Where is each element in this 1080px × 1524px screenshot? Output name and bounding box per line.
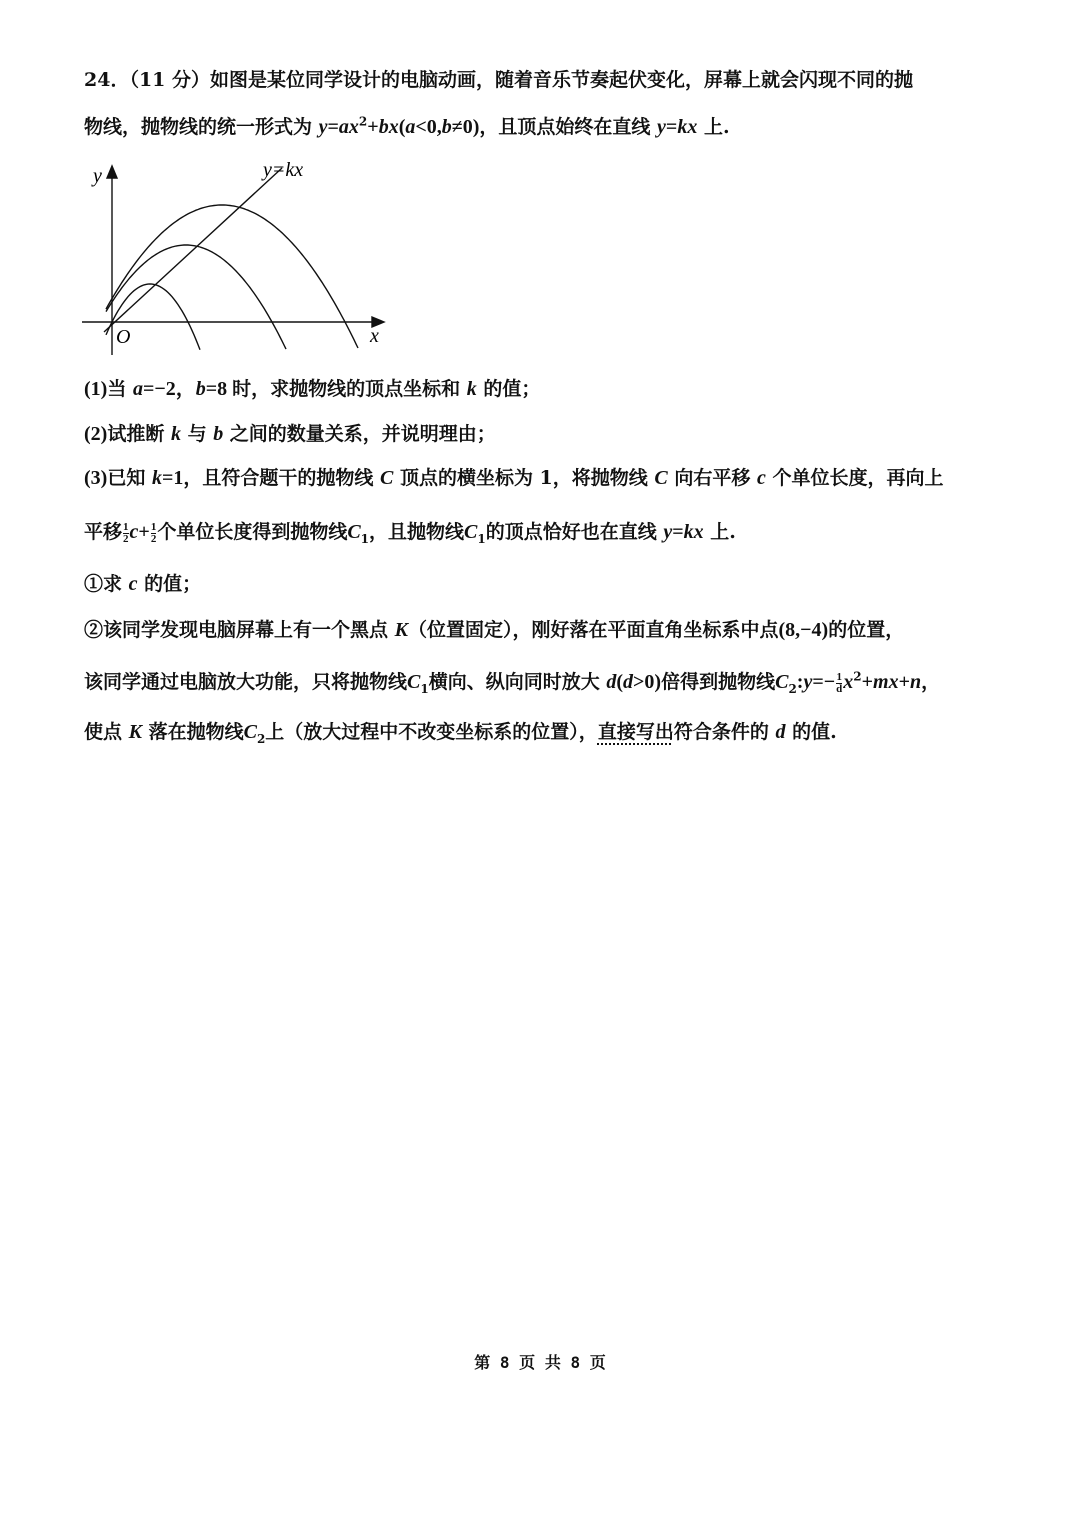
math-variable: a [132, 378, 143, 400]
math-text: ≠0) [451, 116, 480, 138]
math-text: (3) [84, 467, 108, 489]
fraction [123, 522, 129, 545]
text: 顶点的横坐标为 1，将抛物线 [393, 467, 655, 489]
text: 的位置， [828, 619, 905, 641]
text: 上. [703, 521, 736, 543]
text: 的值； [476, 378, 541, 400]
emphasized-text: 直接写出 [597, 721, 674, 743]
text: 平移 [84, 521, 123, 543]
subscript: 2 [788, 681, 797, 696]
math-variable: C [464, 521, 478, 543]
origin-label: O [116, 326, 131, 348]
fraction-part: 1 [836, 670, 842, 683]
text: 已知 [107, 467, 152, 489]
math-variable: C [654, 467, 668, 489]
parabola-2 [106, 245, 286, 349]
math-variable: kx [677, 116, 698, 138]
text: 个单位长度得到抛物线 [157, 521, 348, 543]
math-text: : [796, 671, 804, 693]
text: 时，求抛物线的顶点坐标和 [232, 378, 467, 400]
part-3-sub-2-line-3 [84, 718, 837, 746]
math-variable: b [213, 423, 224, 445]
math-text: + [138, 521, 150, 543]
part-3-sub-2-line-2 [84, 668, 940, 696]
math-variable: K [394, 619, 408, 641]
text: ①求 [84, 573, 129, 595]
text: 落在抛物线 [141, 721, 244, 743]
math-variable: kx [683, 521, 704, 543]
text: 个单位长度，再向上 [765, 467, 944, 489]
math-variable: C [407, 671, 421, 693]
superscript: 2 [358, 114, 368, 129]
part-3-line-2 [84, 518, 736, 546]
fraction-part: 2 [150, 532, 157, 545]
text: 上. [697, 116, 730, 138]
math-variable: b [441, 116, 452, 138]
text: （位置固定），刚好落在平面直角坐标系中点 [407, 619, 779, 641]
math-variable: C [243, 721, 257, 743]
text: 物线，抛物线的统一形式为 [84, 116, 319, 138]
text: ，且顶点始终在直线 [479, 116, 658, 138]
text: 该同学通过电脑放大功能，只将抛物线 [84, 671, 408, 693]
fraction [151, 522, 157, 545]
math-variable: x [843, 671, 854, 693]
part-3-sub-1 [84, 570, 201, 598]
math-text: >0) [633, 671, 662, 693]
text: 试推断 [107, 423, 171, 445]
math-text: <0, [415, 116, 442, 138]
math-text: + [898, 671, 911, 693]
line-y-kx [104, 168, 282, 332]
math-text: (2) [84, 423, 108, 445]
text: ，且抛物线 [369, 521, 465, 543]
fraction-part: d [836, 682, 843, 695]
part-1 [84, 375, 540, 403]
math-variable: bx [378, 116, 399, 138]
text: 的顶点恰好也在直线 [485, 521, 664, 543]
subscript: 1 [360, 531, 370, 546]
math-variable: k [466, 378, 477, 400]
y-axis-label: y [93, 165, 102, 187]
math-text: + [861, 671, 874, 693]
math-variable: k [170, 423, 181, 445]
text: 的值； [137, 573, 202, 595]
text: 当 [107, 378, 133, 400]
math-text: = [672, 521, 684, 543]
subscript: 1 [420, 681, 429, 696]
parabola-figure [0, 0, 420, 370]
math-variable: ax [338, 116, 359, 138]
math-text: ( [616, 671, 624, 693]
math-text: =− [812, 671, 836, 693]
text: 横向、纵向同时放大 [428, 671, 607, 693]
math-variable: y [657, 116, 666, 138]
math-variable: d [775, 721, 786, 743]
part-2 [84, 420, 496, 448]
question-line-intro-1 [84, 66, 913, 94]
text: 使点 [84, 721, 129, 743]
math-text: =8 [205, 378, 233, 400]
subscript: 1 [477, 531, 486, 546]
superscript: 2 [853, 669, 862, 684]
part-3-line-1 [84, 464, 944, 492]
page-footer: 第 8 页 共 8 页 [474, 1353, 606, 1372]
math-variable: C [379, 467, 394, 489]
math-variable: k [151, 467, 162, 489]
math-variable: d [623, 671, 634, 693]
text: 24．（11 分）如图是某位同学设计的电脑动画，随着音乐节奏起伏变化，屏幕上就会闪现不同的抛 [84, 69, 913, 91]
math-text: ( [398, 116, 406, 138]
text: ②该同学发现电脑屏幕上有一个黑点 [84, 619, 395, 641]
y-axis-arrow-icon [107, 166, 117, 178]
math-variable: c [128, 573, 138, 595]
math-variable: C [775, 671, 789, 693]
text: 符合条件的 [673, 721, 776, 743]
math-text: (8,−4) [778, 619, 829, 641]
text: 与 [180, 423, 214, 445]
math-text: + [367, 116, 379, 138]
math-variable: y [318, 116, 328, 138]
part-3-sub-2-line-1 [84, 616, 904, 644]
math-variable: c [129, 521, 139, 543]
math-variable: b [195, 378, 206, 400]
text: 上（放大过程中不改变坐标系的位置）， [265, 721, 598, 743]
line-label: y=kx [263, 159, 304, 181]
fraction [836, 672, 842, 695]
text: 倍得到抛物线 [661, 671, 776, 693]
text: 向右平移 [667, 467, 757, 489]
math-variable: y [803, 671, 813, 693]
math-text: (1) [84, 378, 108, 400]
text: 的值. [785, 721, 837, 743]
math-text: = [665, 116, 678, 138]
math-text: =1 [161, 467, 184, 489]
text: ，且符合题干的抛物线 [183, 467, 380, 489]
text: ， [921, 671, 941, 693]
subscript: 2 [256, 731, 266, 746]
text: 之间的数量关系，并说明理由； [223, 423, 496, 445]
fraction-part: 2 [123, 532, 129, 545]
math-variable: C [347, 521, 361, 543]
math-variable: y [663, 521, 673, 543]
math-variable: mx [873, 671, 899, 693]
math-variable: d [606, 671, 617, 693]
math-variable: c [756, 467, 766, 489]
math-variable: n [910, 671, 922, 693]
math-text: =−2， [142, 378, 196, 400]
math-variable: K [128, 721, 142, 743]
fraction-part: 1 [150, 520, 157, 533]
x-axis-label: x [370, 325, 379, 347]
fraction-part: 1 [123, 520, 129, 533]
math-variable: a [405, 116, 416, 138]
math-text: = [327, 116, 339, 138]
parabola-3 [106, 205, 358, 348]
question-line-intro-2 [84, 113, 730, 141]
